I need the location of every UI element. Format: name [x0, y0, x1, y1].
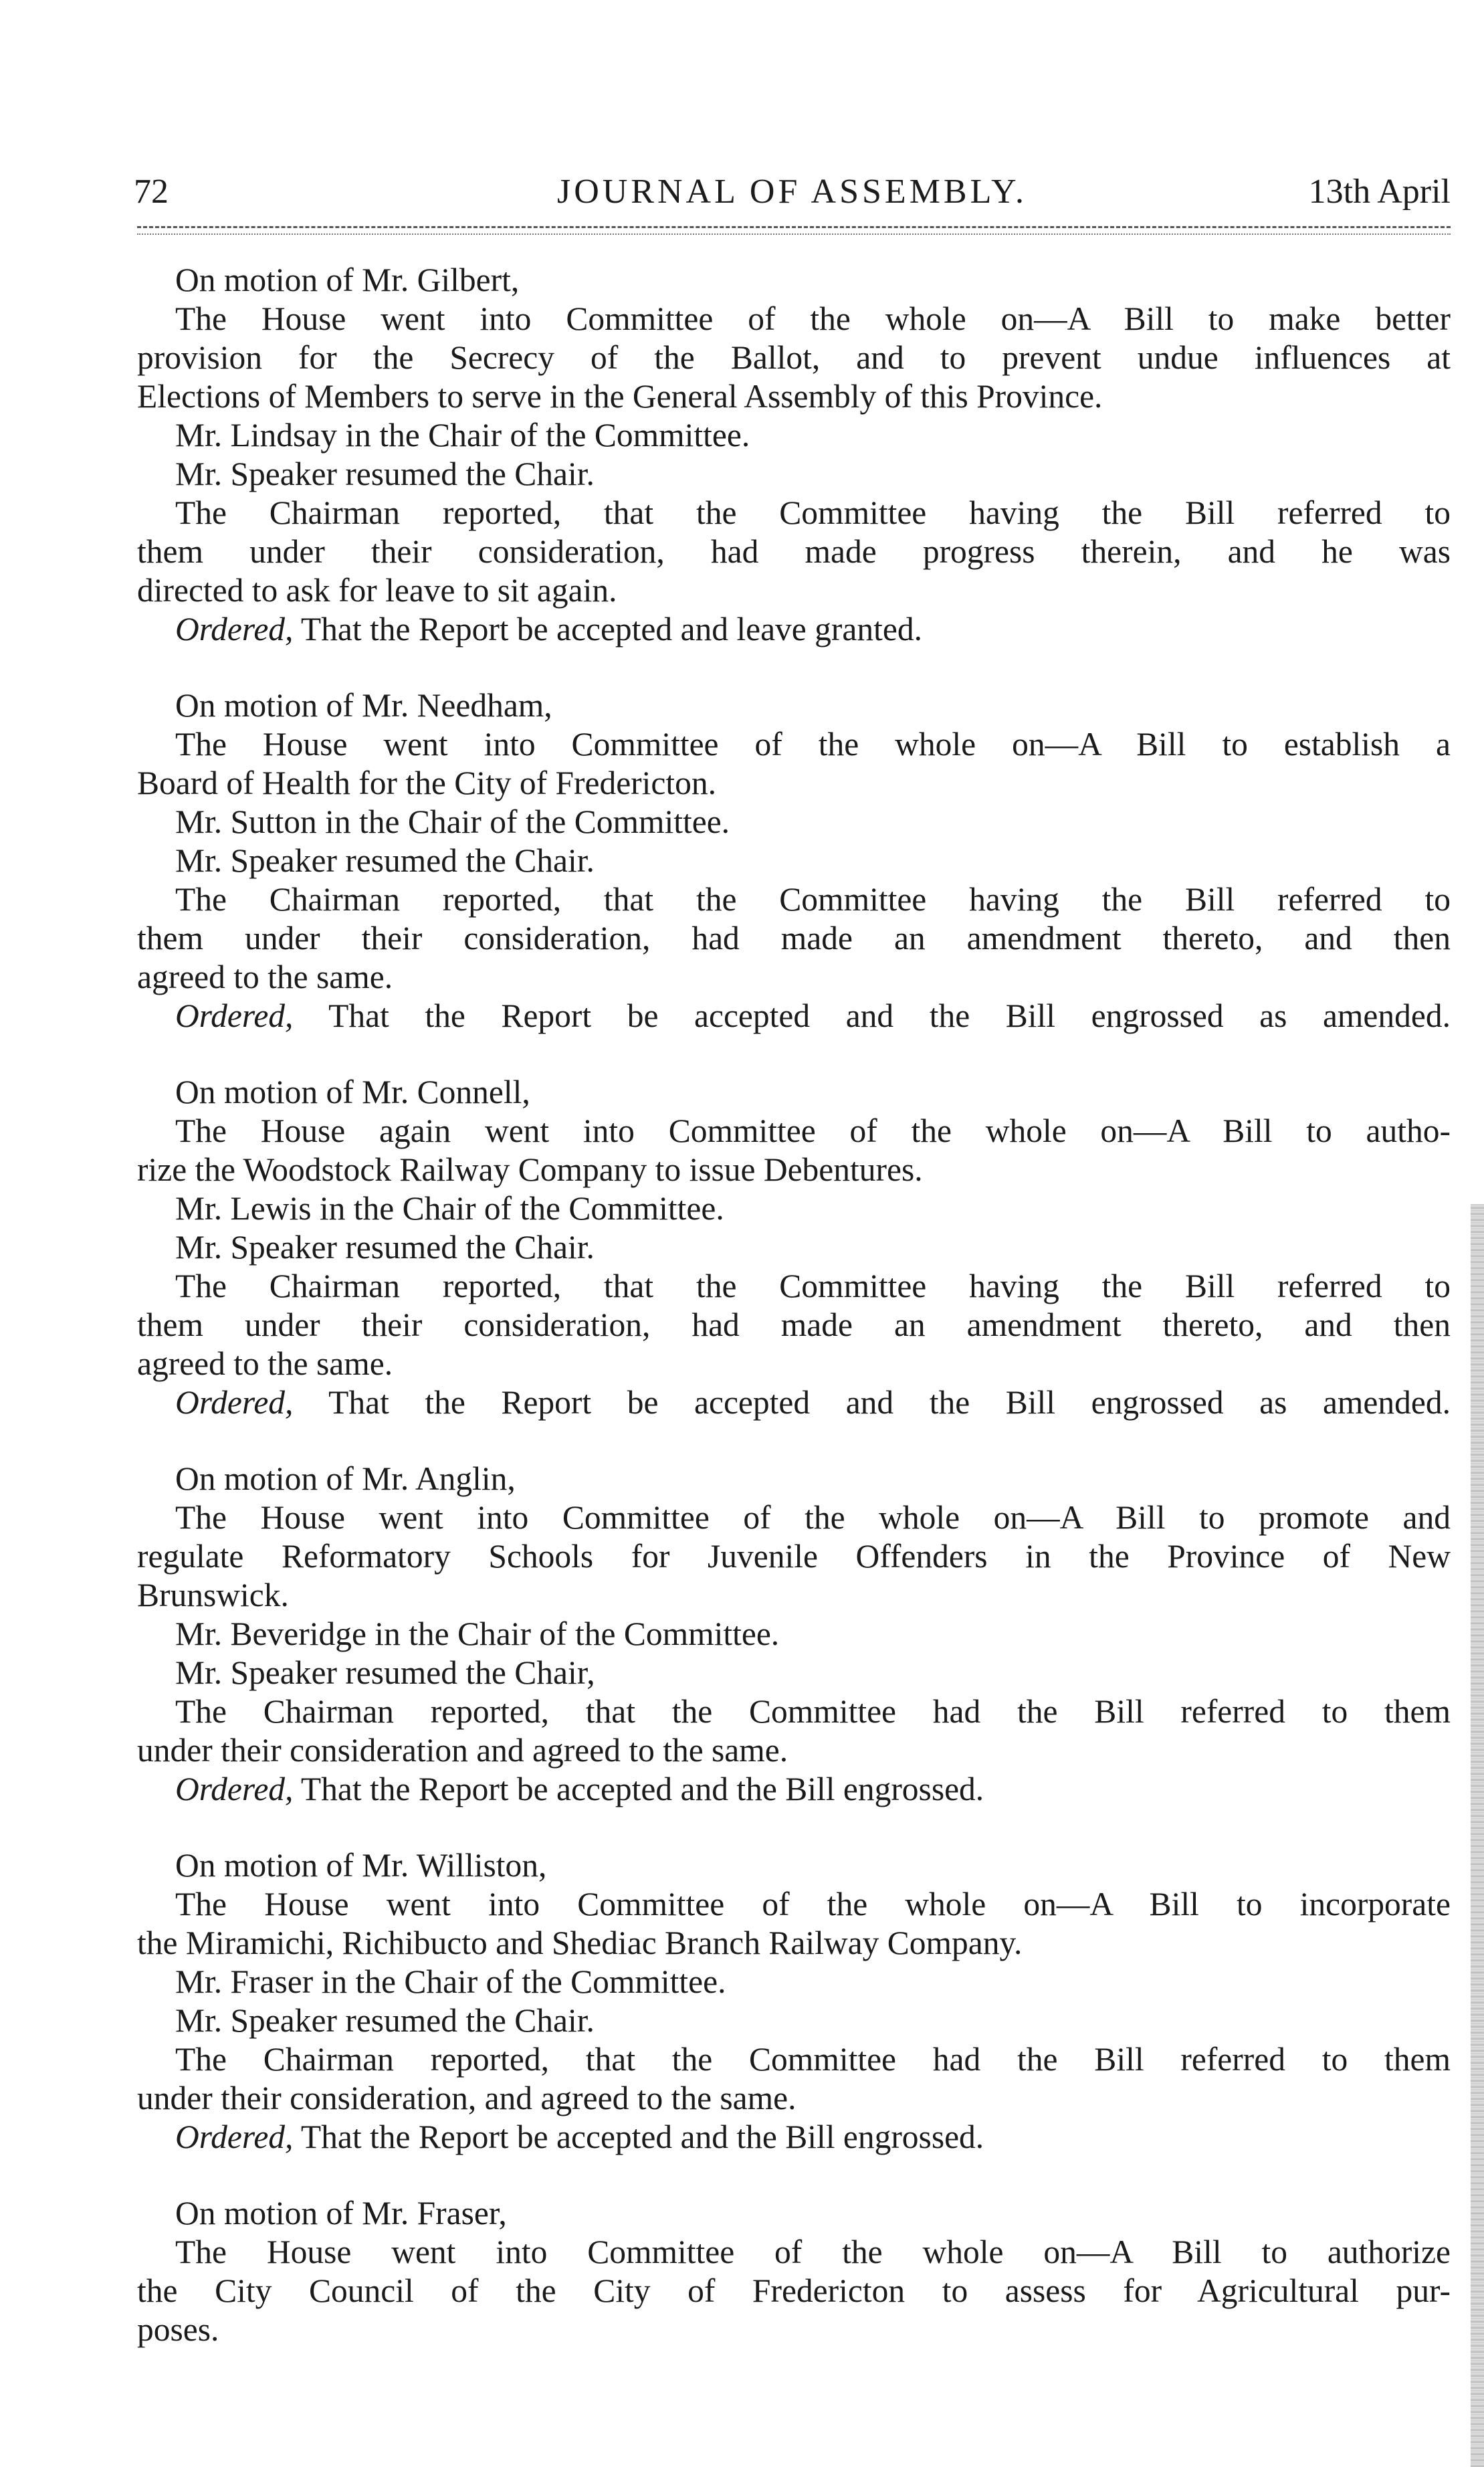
ordered-word: Ordered, [175, 1771, 294, 1807]
header-date: 13th April [1308, 173, 1451, 211]
chair-line: Mr. Fraser in the Chair of the Committee. [175, 1963, 726, 2000]
motion-entry [137, 1846, 1451, 2157]
report-line: The Chairman reported, that the Committee had the Bill referred to them [175, 1693, 1451, 1730]
motion-line: On motion of Mr. Williston, [175, 1847, 547, 1884]
ordered-line [137, 1383, 1451, 1422]
motion-line: On motion of Mr. Gilbert, [175, 262, 520, 298]
ordered-line [137, 997, 1451, 1035]
report-line: agreed to the same. [137, 959, 393, 995]
report-line: them under their consideration, had made progress therein, and he was [137, 533, 1451, 570]
bill-line: regulate Reformatory Schools for Juvenile Offenders in the Province of New [137, 1538, 1451, 1575]
motion-entry [137, 686, 1451, 1035]
resumed-line: Mr. Speaker resumed the Chair. [175, 456, 595, 492]
journal-title: JOURNAL OF ASSEMBLY. [556, 173, 1028, 211]
report-line: The Chairman reported, that the Committee had the Bill referred to them [175, 2041, 1451, 2078]
page-number: 72 [134, 173, 169, 211]
ordered-line [137, 1770, 1451, 1809]
bill-line: The House went into Committee of the whole on—A Bill to establish a [175, 726, 1451, 763]
running-header [134, 169, 1451, 215]
ordered-word: Ordered, [175, 2118, 294, 2155]
journal-body [137, 261, 1451, 2387]
ordered-word: Ordered, [175, 611, 294, 648]
bill-line: Board of Health for the City of Fredericton. [137, 765, 717, 801]
bill-line: The House went into Committee of the whole on—A Bill to promote and [175, 1499, 1451, 1536]
ordered-word: Ordered, [175, 997, 294, 1034]
report-line: under their consideration, and agreed to the same. [137, 2080, 797, 2116]
report-line: agreed to the same. [137, 1345, 393, 1382]
bill-line: The House went into Committee of the whole on—A Bill to make better [175, 300, 1451, 337]
ordered-text: That the Report be accepted and leave granted. [300, 611, 922, 648]
chair-line: Mr. Beveridge in the Chair of the Committee. [175, 1615, 780, 1652]
resumed-line: Mr. Speaker resumed the Chair, [175, 1654, 595, 1691]
bill-line: The House again went into Committee of the whole on—A Bill to autho- [175, 1112, 1451, 1149]
motion-line: On motion of Mr. Fraser, [175, 2195, 507, 2232]
report-line: The Chairman reported, that the Committee having the Bill referred to [175, 1268, 1451, 1304]
ordered-line [137, 610, 1451, 649]
resumed-line: Mr. Speaker resumed the Chair. [175, 1229, 595, 1266]
bill-line: Brunswick. [137, 1577, 289, 1613]
ordered-text: That the Report be accepted and the Bill engrossed as amended. [328, 997, 1451, 1034]
chair-line: Mr. Lewis in the Chair of the Committee. [175, 1190, 724, 1227]
chair-line: Mr. Sutton in the Chair of the Committee. [175, 803, 730, 840]
motion-line: On motion of Mr. Needham, [175, 687, 552, 724]
bill-line: The House went into Committee of the whole on—A Bill to incorporate [175, 1886, 1451, 1922]
bill-line: the Miramichi, Richibucto and Shediac Branch Railway Company. [137, 1925, 1023, 1961]
ordered-word: Ordered, [175, 1384, 294, 1421]
page-edge-shadow [1471, 1204, 1484, 2467]
bill-line: Elections of Members to serve in the General Assembly of this Province. [137, 378, 1103, 415]
resumed-line: Mr. Speaker resumed the Chair. [175, 2002, 595, 2039]
bill-line: the City Council of the City of Fredericton to assess for Agricultural pur- [137, 2272, 1451, 2309]
bill-line: rize the Woodstock Railway Company to issue Debentures. [137, 1151, 923, 1188]
motion-entry [137, 1460, 1451, 1809]
motion-entry [137, 261, 1451, 649]
ordered-text: That the Report be accepted and the Bill engrossed. [300, 2118, 984, 2155]
header-rule [137, 226, 1451, 235]
report-line: The Chairman reported, that the Committee having the Bill referred to [175, 494, 1451, 531]
motion-entry [137, 1073, 1451, 1422]
report-line: under their consideration and agreed to the same. [137, 1732, 788, 1769]
ordered-line [137, 2118, 1451, 2157]
bill-line: poses. [137, 2311, 219, 2348]
motion-line: On motion of Mr. Connell, [175, 1074, 530, 1110]
motion-entry [137, 2194, 1451, 2349]
ordered-text: That the Report be accepted and the Bill engrossed. [300, 1771, 984, 1807]
report-line: directed to ask for leave to sit again. [137, 572, 617, 609]
bill-line: The House went into Committee of the whole on—A Bill to authorize [175, 2234, 1451, 2270]
chair-line: Mr. Lindsay in the Chair of the Committee. [175, 417, 750, 454]
bill-line: provision for the Secrecy of the Ballot, and to prevent undue influences at [137, 339, 1451, 376]
report-line: them under their consideration, had made an amendment thereto, and then [137, 920, 1451, 957]
ordered-text: That the Report be accepted and the Bill engrossed as amended. [328, 1384, 1451, 1421]
report-line: them under their consideration, had made an amendment thereto, and then [137, 1306, 1451, 1343]
report-line: The Chairman reported, that the Committee having the Bill referred to [175, 881, 1451, 918]
motion-line: On motion of Mr. Anglin, [175, 1460, 516, 1497]
resumed-line: Mr. Speaker resumed the Chair. [175, 842, 595, 879]
